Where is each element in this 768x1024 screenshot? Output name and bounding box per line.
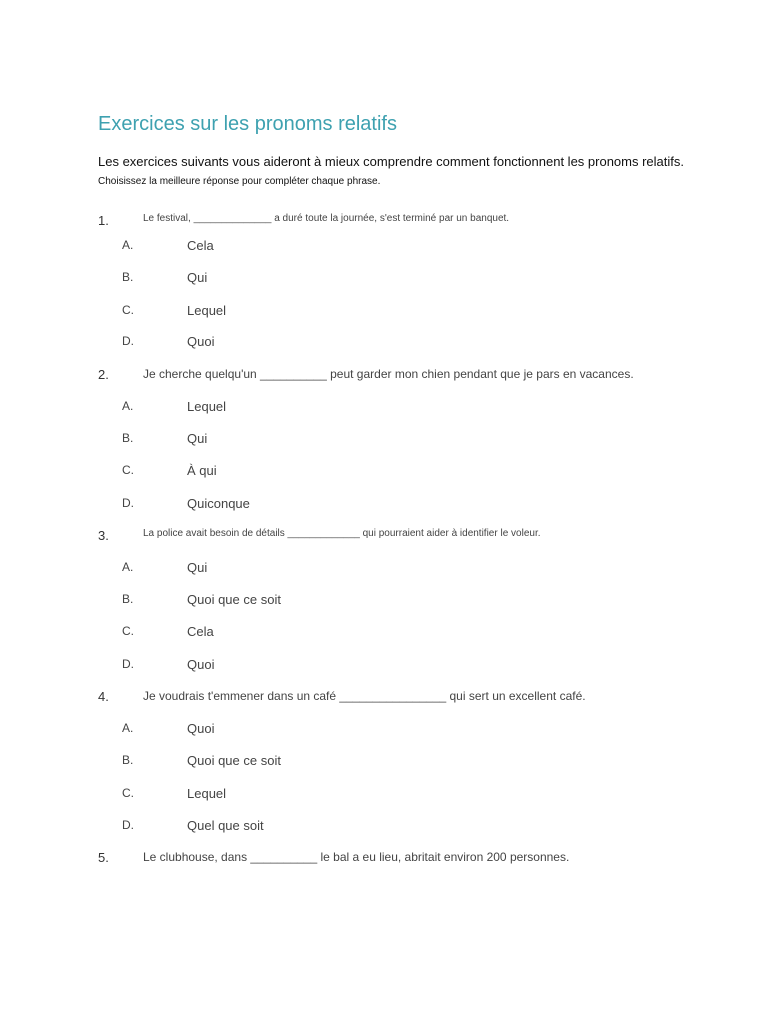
question-number: 1. (98, 213, 109, 228)
question-number: 5. (98, 850, 109, 865)
option-text[interactable]: Qui (187, 431, 208, 446)
question-text: Je cherche quelqu'un __________ peut garder mon chien pendant que je pars en vacances. (143, 367, 634, 381)
option-letter: D. (122, 496, 134, 510)
instruction-text: Choisissez la meilleure réponse pour compléter chaque phrase. (98, 176, 381, 187)
question-number: 2. (98, 367, 109, 382)
option-letter: D. (122, 818, 134, 832)
option-text[interactable]: Quoi (187, 657, 215, 672)
option-text[interactable]: Cela (187, 624, 214, 639)
option-letter: C. (122, 786, 134, 800)
option-text[interactable]: Quel que soit (187, 818, 264, 833)
option-letter: D. (122, 657, 134, 671)
option-text[interactable]: Qui (187, 560, 208, 575)
option-letter: B. (122, 431, 134, 445)
option-text[interactable]: Quoi (187, 334, 215, 349)
option-text[interactable]: Cela (187, 238, 214, 253)
option-letter: A. (122, 238, 134, 252)
option-text[interactable]: Qui (187, 270, 208, 285)
intro-text: Les exercices suivants vous aideront à mieux comprendre comment fonctionnent les pronoms relatifs. (98, 154, 685, 169)
option-letter: C. (122, 463, 134, 477)
option-letter: A. (122, 560, 134, 574)
question-text: La police avait besoin de détails _____________ qui pourraient aider à identifier le voleur. (143, 528, 541, 539)
page-title: Exercices sur les pronoms relatifs (98, 113, 397, 135)
option-letter: D. (122, 334, 134, 348)
question-text: Le festival, ______________ a duré toute la journée, s'est terminé par un banquet. (143, 213, 510, 224)
option-letter: B. (122, 270, 134, 284)
option-letter: A. (122, 721, 134, 735)
option-text[interactable]: Quoi que ce soit (187, 592, 281, 607)
question-number: 4. (98, 689, 109, 704)
option-letter: C. (122, 303, 134, 317)
option-text[interactable]: Lequel (187, 303, 227, 318)
option-text[interactable]: Lequel (187, 399, 227, 414)
option-text[interactable]: Lequel (187, 786, 227, 801)
option-text[interactable]: À qui (187, 463, 217, 478)
option-letter: B. (122, 592, 134, 606)
question-number: 3. (98, 528, 109, 543)
option-text[interactable]: Quoi que ce soit (187, 753, 281, 768)
option-letter: A. (122, 399, 134, 413)
option-text[interactable]: Quoi (187, 721, 215, 736)
option-text[interactable]: Quiconque (187, 496, 250, 511)
question-text: Je voudrais t'emmener dans un café ________________ qui sert un excellent café. (143, 689, 586, 703)
question-text: Le clubhouse, dans __________ le bal a eu lieu, abritait environ 200 personnes. (143, 850, 570, 864)
option-letter: B. (122, 753, 134, 767)
option-letter: C. (122, 624, 134, 638)
